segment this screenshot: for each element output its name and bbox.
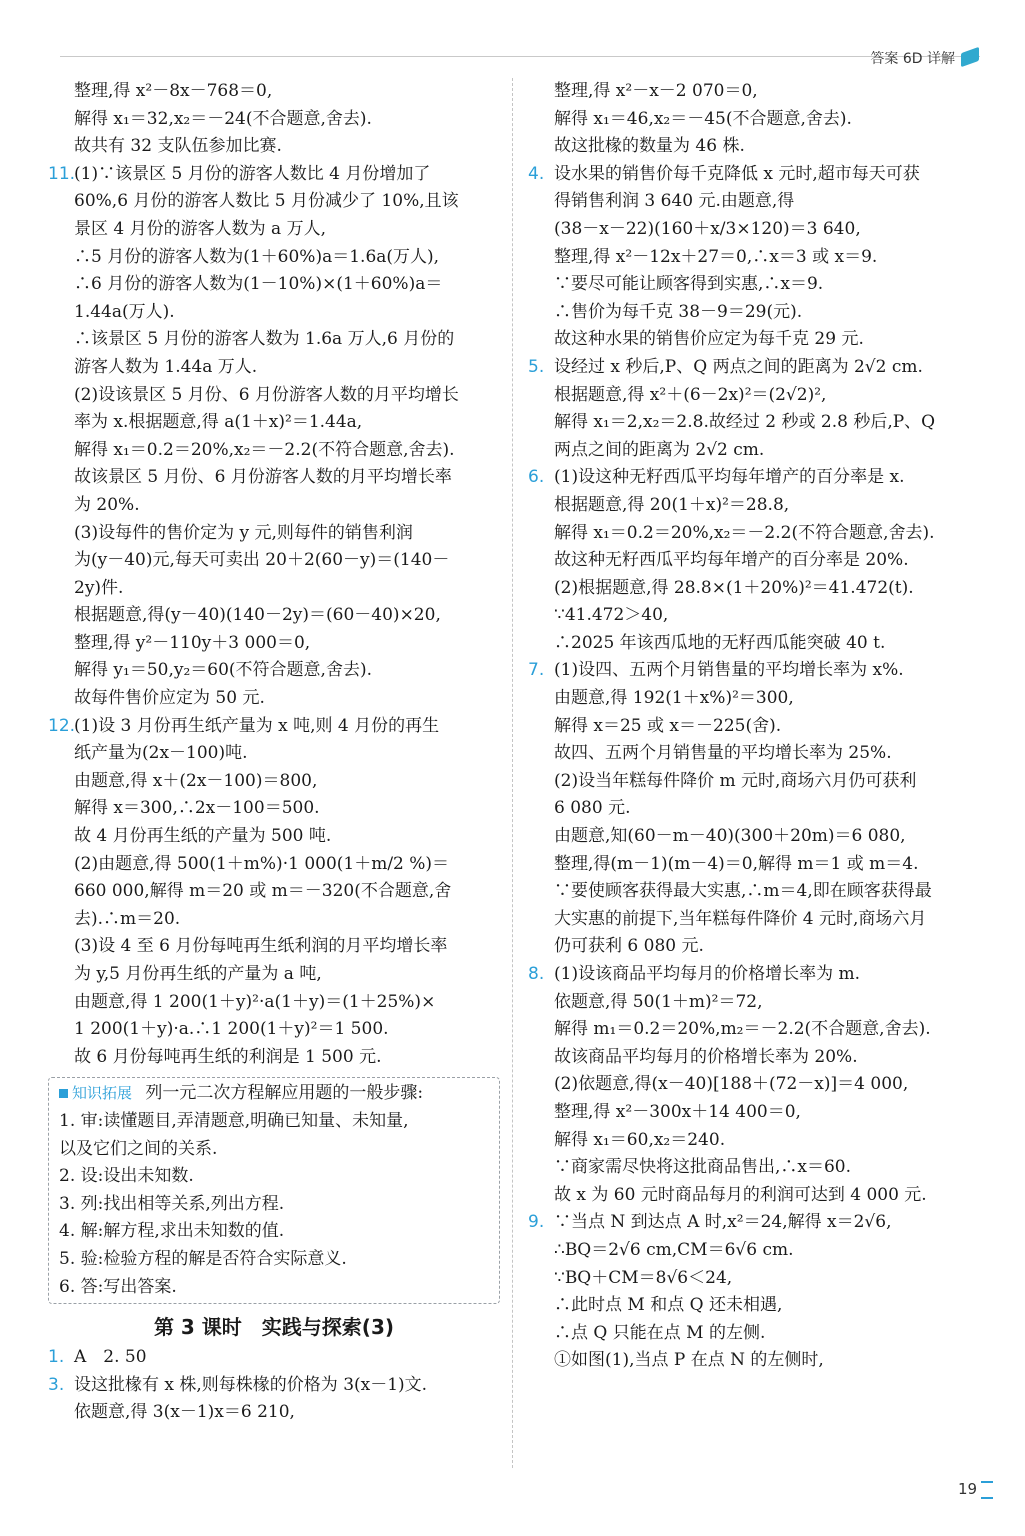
answer-line: [528, 1127, 988, 1155]
page-number: 19: [958, 1480, 993, 1499]
knowledge-line: 4. 解:解方程,求出未知数的值.: [59, 1221, 285, 1242]
answer-line: [48, 299, 500, 327]
answer-line: [528, 244, 988, 272]
answer-line: [528, 299, 988, 327]
answer-text: 得销售利润 3 640 元.由题意,得: [554, 191, 795, 212]
answer-line: [48, 354, 500, 382]
answer-text: 2y)件.: [74, 577, 124, 598]
answer-line: [48, 520, 500, 548]
answer-text: 为(y－40)元,每天可卖出 20＋2(60－y)＝(140－: [74, 550, 450, 571]
answer-line: [528, 933, 988, 961]
column-divider: [512, 78, 513, 1468]
answer-line: [528, 216, 988, 244]
answer-line: [528, 547, 988, 575]
answer-line: [528, 1071, 988, 1099]
answer-line: [528, 961, 988, 989]
answer-line: [528, 1320, 988, 1348]
answer-text: 两点之间的距离为 2√2 cm.: [554, 439, 765, 460]
knowledge-box: [48, 1077, 500, 1304]
cube-logo-icon: [961, 47, 979, 68]
knowledge-line: 5. 验:检验方程的解是否符合实际意义.: [59, 1248, 347, 1269]
answer-text: 解得 x₁＝32,x₂＝－24(不合题意,舍去).: [74, 108, 372, 129]
answer-line: [528, 575, 988, 603]
answer-text: 根据题意,得(y－40)(140－2y)＝(60－40)×20,: [74, 605, 441, 626]
answer-line: [528, 1044, 988, 1072]
answer-text: 故 4 月份再生纸的产量为 500 吨.: [74, 826, 332, 847]
answer-line: [48, 106, 500, 134]
answer-line: [528, 271, 988, 299]
question-number: 8.: [528, 964, 545, 984]
header-rule: [60, 56, 980, 57]
answer-line: [48, 851, 500, 879]
question-number: 11.: [48, 163, 76, 184]
answer-text: 纸产量为(2x－100)吨.: [74, 743, 248, 764]
answer-text: ∵41.472＞40,: [554, 605, 669, 626]
answer-text: ∴此时点 M 和点 Q 还未相遇,: [554, 1295, 783, 1316]
question-number: 7.: [528, 660, 545, 681]
answer-text: 1.44a(万人).: [74, 301, 175, 322]
answer-line: [48, 1372, 500, 1400]
answer-line: [48, 464, 500, 492]
answer-line: [528, 906, 988, 934]
question-number: 1.: [48, 1347, 65, 1368]
answer-text: (3)设每件的售价定为 y 元,则每件的销售利润: [74, 522, 413, 543]
answer-text: ∴该景区 5 月份的游客人数为 1.6a 万人,6 月份的: [74, 329, 455, 350]
answer-line: [528, 464, 988, 492]
knowledge-line: 3. 列:找出相等关系,列出方程.: [59, 1193, 285, 1214]
knowledge-line: 1. 审:读懂题目,弄清题意,明确已知量、未知量,: [59, 1110, 409, 1131]
answer-line: [528, 1016, 988, 1044]
answer-text: 整理,得 x²－x－2 070＝0,: [554, 81, 758, 101]
answer-text: ∵商家需尽快将这批商品售出,∴x＝60.: [554, 1157, 852, 1178]
answer-line: [528, 768, 988, 796]
answer-line: [48, 409, 500, 437]
answer-text: ∵要尽可能让顾客得到实惠,∴x＝9.: [554, 274, 824, 295]
answer-line: [48, 961, 500, 989]
answer-text: (2)设该景区 5 月份、6 月份游客人数的月平均增长: [74, 384, 459, 405]
answer-line: [48, 989, 500, 1017]
answer-line: [48, 657, 500, 685]
answer-line: [528, 492, 988, 520]
answer-line: [48, 713, 500, 741]
answer-line: [48, 382, 500, 410]
answer-text: ∵当点 N 到达点 A 时,x²＝24,解得 x＝2√6,: [554, 1212, 892, 1233]
answer-text: (2)根据题意,得 28.8×(1＋20%)²＝41.472(t).: [554, 577, 914, 598]
answer-text: 解得 x₁＝60,x₂＝240.: [554, 1129, 726, 1150]
answer-text: 故该商品平均每月的价格增长率为 20%.: [554, 1046, 858, 1067]
question-number: 4.: [528, 163, 545, 184]
answer-line: [528, 1237, 988, 1265]
answer-line: [528, 602, 988, 630]
answer-text: 为 y,5 月份再生纸的产量为 a 吨,: [74, 964, 322, 984]
answer-line: [48, 133, 500, 161]
right-answers: [528, 78, 988, 1375]
answer-line: [48, 244, 500, 272]
answer-line: [528, 657, 988, 685]
answer-line: [48, 768, 500, 796]
answer-text: 故 x 为 60 元时商品每月的利润可达到 4 000 元.: [554, 1184, 927, 1205]
answer-text: 故这种水果的销售价应定为每千克 29 元.: [554, 329, 864, 350]
answer-text: 解得 m₁＝0.2＝20%,m₂＝－2.2(不合题意,舍去).: [554, 1019, 931, 1040]
answer-text: (1)设该商品平均每月的价格增长率为 m.: [554, 964, 861, 984]
answer-line: [528, 326, 988, 354]
answer-text: 1 200(1＋y)·a.∴1 200(1＋y)²＝1 500.: [74, 1019, 389, 1040]
answer-text: 仍可获利 6 080 元.: [554, 936, 704, 957]
answer-text: 解得 x₁＝46,x₂＝－45(不合题意,舍去).: [554, 108, 852, 129]
answer-text: 故这批椽的数量为 46 株.: [554, 136, 745, 157]
answer-line: [528, 1265, 988, 1293]
answer-line: [528, 989, 988, 1017]
answer-line: [528, 685, 988, 713]
answer-text: (3)设 4 至 6 月份每吨再生纸利润的月平均增长率: [74, 936, 448, 957]
answer-text: ∴5 月份的游客人数为(1＋60%)a＝1.6a(万人),: [74, 246, 440, 267]
answer-text: 解得 x₁＝0.2＝20%,x₂＝－2.2(不符合题意,舍去).: [554, 522, 935, 543]
answer-line: [528, 851, 988, 879]
answer-text: 整理,得 x²－12x＋27＝0,∴x＝3 或 x＝9.: [554, 246, 878, 267]
answer-text: 为 20%.: [74, 494, 140, 515]
answer-line: [528, 1182, 988, 1210]
answer-text: 大实惠的前提下,当年糕每件降价 4 元时,商场六月: [554, 908, 927, 929]
answer-line: [528, 878, 988, 906]
answer-text: 故每件售价应定为 50 元.: [74, 688, 265, 709]
answer-line: [48, 271, 500, 299]
answer-text: 故该景区 5 月份、6 月份游客人数的月平均增长率: [74, 467, 452, 488]
answer-text: 故四、五两个月销售量的平均增长率为 25%.: [554, 743, 892, 764]
answer-text: 由题意,知(60－m－40)(300＋20m)＝6 080,: [554, 826, 906, 847]
answer-text: 整理,得 y²－110y＋3 000＝0,: [74, 632, 311, 653]
answer-line: [528, 1099, 988, 1127]
answer-line: [528, 409, 988, 437]
question-number: 9.: [528, 1212, 545, 1233]
answer-line: [48, 1044, 500, 1072]
answer-text: 设这批椽有 x 株,则每株椽的价格为 3(x－1)文.: [74, 1374, 428, 1395]
answer-line: [528, 437, 988, 465]
answer-line: [528, 740, 988, 768]
answer-line: [48, 326, 500, 354]
answer-text: 6 080 元.: [554, 798, 631, 819]
answer-text: 660 000,解得 m＝20 或 m＝－320(不合题意,舍: [74, 881, 452, 902]
answer-line: [48, 823, 500, 851]
answer-line: [528, 823, 988, 851]
answer-line: [48, 685, 500, 713]
answer-text: (2)由题意,得 500(1＋m%)·1 000(1＋m/2 %)＝: [74, 853, 450, 874]
answer-line: [528, 1292, 988, 1320]
answer-line: [528, 354, 988, 382]
answer-text: A 2. 50: [74, 1347, 147, 1368]
answer-text: 故 6 月份每吨再生纸的利润是 1 500 元.: [74, 1046, 382, 1067]
answer-line: [48, 1399, 500, 1427]
answer-line: [48, 1344, 500, 1372]
answer-line: [528, 161, 988, 189]
question-number: 5.: [528, 356, 545, 377]
answer-text: ∵BQ＋CM＝8√6＜24,: [554, 1267, 733, 1288]
answer-line: [48, 78, 500, 106]
answer-text: 设水果的销售价每千克降低 x 元时,超市每天可获: [554, 163, 920, 184]
answer-text: 游客人数为 1.44a 万人.: [74, 356, 258, 377]
answer-text: ∴BQ＝2√6 cm,CM＝6√6 cm.: [554, 1239, 794, 1260]
answer-line: [48, 740, 500, 768]
answer-line: [528, 1209, 988, 1237]
answer-text: 60%,6 月份的游客人数比 5 月份减少了 10%,且该: [74, 191, 459, 212]
answer-line: [528, 630, 988, 658]
knowledge-line: 2. 设:设出未知数.: [59, 1166, 194, 1187]
answer-text: ①如图(1),当点 P 在点 N 的左侧时,: [554, 1350, 824, 1371]
answer-text: 由题意,得 x＋(2x－100)＝800,: [74, 770, 318, 791]
answer-text: ∵要使顾客获得最大实惠,∴m＝4,即在顾客获得最: [554, 881, 932, 902]
answer-text: 整理,得(m－1)(m－4)＝0,解得 m＝1 或 m＝4.: [554, 853, 919, 874]
answer-line: [48, 1016, 500, 1044]
answer-text: ∴点 Q 只能在点 M 的左侧.: [554, 1322, 766, 1343]
answer-text: 整理,得 x²－300x＋14 400＝0,: [554, 1101, 801, 1122]
question-number: 6.: [528, 467, 545, 488]
answer-text: 故共有 32 支队伍参加比赛.: [74, 136, 282, 157]
answer-line: [528, 188, 988, 216]
answer-line: [48, 933, 500, 961]
answer-line: [528, 713, 988, 741]
answer-text: 解得 x₁＝2,x₂＝2.8.故经过 2 秒或 2.8 秒后,P、Q: [554, 412, 936, 433]
knowledge-line: 6. 答:写出答案.: [59, 1276, 177, 1297]
answer-text: 由题意,得 192(1＋x%)²＝300,: [554, 688, 794, 709]
answer-text: 根据题意,得 x²＋(6－2x)²＝(2√2)²,: [554, 384, 827, 405]
answer-text: (1)设这种无籽西瓜平均每年增产的百分率是 x.: [554, 467, 905, 488]
header-label: 答案 6D 详解: [870, 51, 955, 67]
answer-line: [528, 133, 988, 161]
answer-text: 解得 x＝25 或 x＝－225(舍).: [554, 715, 782, 736]
answer-text: 依题意,得 3(x－1)x＝6 210,: [74, 1402, 295, 1423]
knowledge-tag: 知识拓展: [59, 1080, 132, 1108]
answer-line: [528, 795, 988, 823]
knowledge-title: 列一元二次方程解应用题的一般步骤:: [145, 1083, 424, 1104]
answer-text: 率为 x.根据题意,得 a(1＋x)²＝1.44a,: [74, 412, 363, 433]
answer-line: [528, 1347, 988, 1375]
answer-text: (38－x－22)(160＋x/3×120)＝3 640,: [554, 218, 861, 239]
answer-text: 设经过 x 秒后,P、Q 两点之间的距离为 2√2 cm.: [554, 356, 923, 377]
answer-line: [48, 161, 500, 189]
knowledge-lines: [49, 1108, 499, 1301]
left-tail-answers: [48, 1344, 500, 1427]
answer-text: 解得 y₁＝50,y₂＝60(不符合题意,舍去).: [74, 660, 372, 681]
answer-line: [48, 216, 500, 244]
answer-text: 根据题意,得 20(1＋x)²＝28.8,: [554, 494, 790, 515]
answer-line: [48, 547, 500, 575]
answer-line: [48, 906, 500, 934]
answer-text: 由题意,得 1 200(1＋y)²·a(1＋y)＝(1＋25%)×: [74, 991, 436, 1012]
right-column: [528, 78, 988, 1375]
answer-line: [48, 795, 500, 823]
answer-line: [48, 437, 500, 465]
answer-text: 景区 4 月份的游客人数为 a 万人,: [74, 218, 326, 239]
answer-text: (1)设四、五两个月销售量的平均增长率为 x%.: [554, 660, 904, 681]
answer-line: [528, 1154, 988, 1182]
knowledge-line: 以及它们之间的关系.: [59, 1138, 218, 1159]
answer-line: [48, 575, 500, 603]
section-title: 第 3 课时 实践与探索(3): [153, 1315, 395, 1340]
question-number: 3.: [48, 1374, 65, 1395]
answer-line: [528, 382, 988, 410]
question-number: 12.: [48, 715, 76, 736]
answer-text: ∴2025 年该西瓜地的无籽西瓜能突破 40 t.: [554, 632, 886, 653]
answer-text: (2)依题意,得(x－40)[188＋(72－x)]＝4 000,: [554, 1074, 909, 1095]
answer-text: 解得 x₁＝0.2＝20%,x₂＝－2.2(不符合题意,舍去).: [74, 439, 455, 460]
answer-text: (2)设当年糕每件降价 m 元时,商场六月仍可获利: [554, 770, 917, 791]
answer-line: [48, 602, 500, 630]
answer-line: [528, 78, 988, 106]
answer-line: [48, 492, 500, 520]
answer-text: ∴6 月份的游客人数为(1－10%)×(1＋60%)a＝: [74, 274, 443, 295]
answer-line: [528, 520, 988, 548]
answer-line: [48, 188, 500, 216]
answer-text: 解得 x＝300,∴2x－100＝500.: [74, 798, 320, 819]
answer-line: [48, 630, 500, 658]
answer-text: 去).∴m＝20.: [74, 908, 181, 929]
answer-text: 整理,得 x²－8x－768＝0,: [74, 81, 273, 101]
left-answers: [48, 78, 500, 1071]
answer-text: (1)设 3 月份再生纸产量为 x 吨,则 4 月份的再生: [74, 715, 440, 736]
left-column: [48, 78, 500, 1427]
answer-text: ∴售价为每千克 38－9＝29(元).: [554, 301, 803, 322]
answer-text: 故这种无籽西瓜平均每年增产的百分率是 20%.: [554, 550, 909, 571]
answer-line: [48, 878, 500, 906]
answer-text: (1)∵该景区 5 月份的游客人数比 4 月份增加了: [74, 163, 431, 184]
answer-text: 依题意,得 50(1＋m)²＝72,: [554, 991, 763, 1012]
answer-line: [528, 106, 988, 134]
